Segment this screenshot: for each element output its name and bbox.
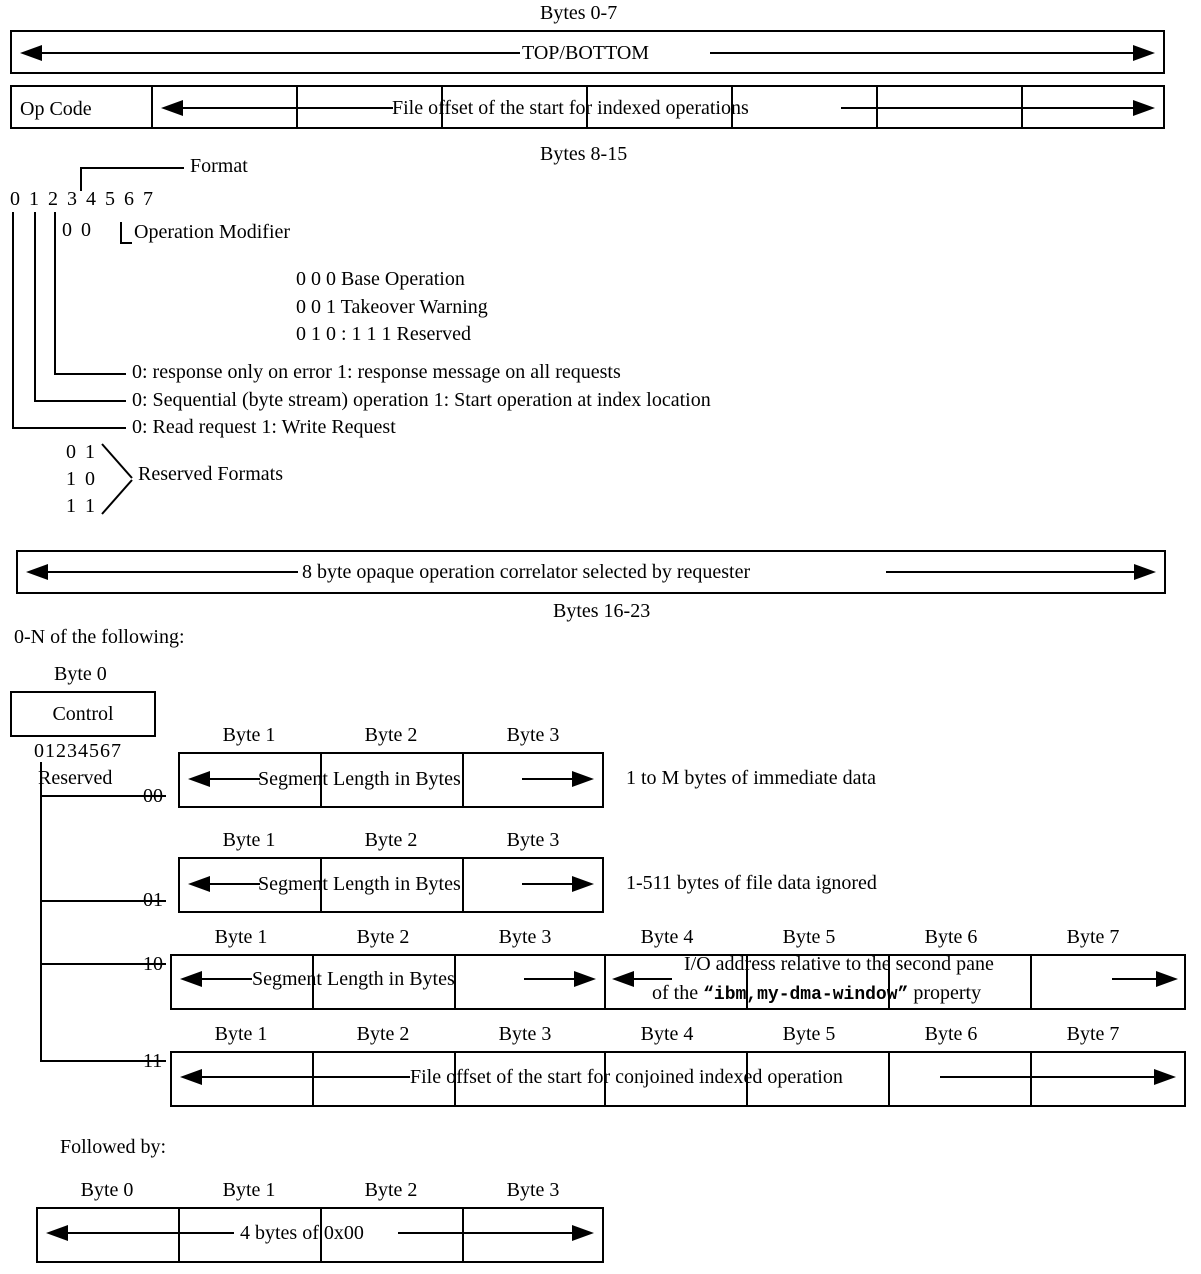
- control-byte0-header: Byte 0: [54, 663, 107, 685]
- row01-byte-2: Byte 2: [364, 829, 418, 851]
- row10-io-post: property: [908, 982, 982, 1004]
- code-11: 11: [143, 1050, 163, 1072]
- row10-div-3: [604, 954, 606, 1010]
- opmod-leader-line: [120, 242, 132, 244]
- reserved-formats-label: Reserved Formats: [138, 463, 283, 485]
- opmod-leader-down: [120, 222, 122, 242]
- row11-byte-4: Byte 4: [640, 1023, 694, 1045]
- fb-byte-0: Byte 0: [80, 1179, 134, 1201]
- row10-byte-1: Byte 1: [214, 926, 268, 948]
- row10-byte-4: Byte 4: [640, 926, 694, 948]
- control-label: Control: [52, 703, 114, 725]
- bit4-stem: [54, 212, 56, 374]
- bytes-8-15-header: Bytes 8-15: [540, 143, 628, 165]
- row11-byte-3: Byte 3: [498, 1023, 552, 1045]
- bit6-stem: [12, 212, 14, 428]
- control-spine: [40, 762, 42, 1062]
- row00-byte-2: Byte 2: [364, 724, 418, 746]
- row11-byte-1: Byte 1: [214, 1023, 268, 1045]
- top-bottom-label: TOP/BOTTOM: [522, 42, 650, 64]
- file-offset-label: File offset of the start for indexed operations: [392, 97, 749, 119]
- row10-io-property: “ibm,my-dma-window”: [703, 985, 909, 1005]
- row11-byte-6: Byte 6: [924, 1023, 978, 1045]
- opcode-label: Op Code: [20, 98, 92, 120]
- opcode-divider-1: [151, 85, 153, 129]
- row11-bar-label: File offset of the start for conjoined indexed operation: [410, 1066, 843, 1088]
- reserved-label: Reserved: [38, 767, 113, 789]
- bit-note-2: 0: Read request 1: Write Request: [132, 416, 396, 438]
- format-bits: 0 0: [62, 219, 93, 241]
- row01-byte-3: Byte 3: [506, 829, 560, 851]
- bytes-16-23-header: Bytes 16-23: [553, 600, 651, 622]
- bytes-0-7-header: Bytes 0-7: [540, 2, 618, 24]
- followed-by-intro: Followed by:: [60, 1136, 167, 1158]
- bit4-leader: [54, 373, 126, 375]
- row01-note: 1-511 bytes of file data ignored: [626, 872, 877, 894]
- bit-numbers: 0 1 2 3 4 5 6 7: [10, 188, 155, 210]
- row00-byte-1: Byte 1: [222, 724, 276, 746]
- control-bits: 01234567: [34, 740, 122, 762]
- row10-bar-label: Segment Length in Bytes: [252, 968, 455, 990]
- bit5-stem: [34, 212, 36, 401]
- bit5-leader: [34, 400, 126, 402]
- row10-byte-3: Byte 3: [498, 926, 552, 948]
- bit-note-0: 0: response only on error 1: response message on all requests: [132, 361, 621, 383]
- bit-note-1: 0: Sequential (byte stream) operation 1: Start operation at index location: [132, 389, 711, 411]
- row00-note: 1 to M bytes of immediate data: [626, 767, 876, 789]
- reserved-format-bits-2: 1 1: [66, 495, 97, 517]
- row10-byte-7: Byte 7: [1066, 926, 1120, 948]
- modifier-1: 0 0 1 Takeover Warning: [296, 296, 488, 318]
- row10-io-line1: I/O address relative to the second pane: [684, 953, 994, 975]
- code-00: 00: [143, 785, 163, 807]
- reserved-format-bits-1: 1 0: [66, 468, 97, 490]
- row00-byte-3: Byte 3: [506, 724, 560, 746]
- modifier-0: 0 0 0 Base Operation: [296, 268, 465, 290]
- row10-io-line2: [652, 982, 981, 1006]
- followed-by-bar-label: 4 bytes of 0x00: [240, 1222, 364, 1244]
- correlator-label: 8 byte opaque operation correlator selected by requester: [302, 561, 751, 583]
- row10-byte-5: Byte 5: [782, 926, 836, 948]
- fb-byte-3: Byte 3: [506, 1179, 560, 1201]
- row10-io-pre: of the: [652, 982, 704, 1004]
- row10-byte-2: Byte 2: [356, 926, 410, 948]
- fb-byte-2: Byte 2: [364, 1179, 418, 1201]
- format-label: Format: [190, 155, 248, 177]
- reserved-format-bits-0: 0 1: [66, 441, 97, 463]
- row11-byte-5: Byte 5: [782, 1023, 836, 1045]
- row11-byte-2: Byte 2: [356, 1023, 410, 1045]
- fb-byte-1: Byte 1: [222, 1179, 276, 1201]
- row10-byte-6: Byte 6: [924, 926, 978, 948]
- row00-bar-label: Segment Length in Bytes: [258, 768, 461, 790]
- segments-intro: 0-N of the following:: [14, 626, 185, 648]
- operation-modifier-label: Operation Modifier: [134, 221, 291, 243]
- code-10: 10: [143, 953, 163, 975]
- row01-bar-label: Segment Length in Bytes: [258, 873, 461, 895]
- modifier-2: 0 1 0 : 1 1 1 Reserved: [296, 323, 471, 345]
- reserved-formats-brace: [100, 440, 136, 520]
- row01-byte-1: Byte 1: [222, 829, 276, 851]
- bit6-leader: [12, 427, 126, 429]
- row11-byte-7: Byte 7: [1066, 1023, 1120, 1045]
- format-leader-line: [80, 167, 184, 169]
- code-01: 01: [143, 889, 163, 911]
